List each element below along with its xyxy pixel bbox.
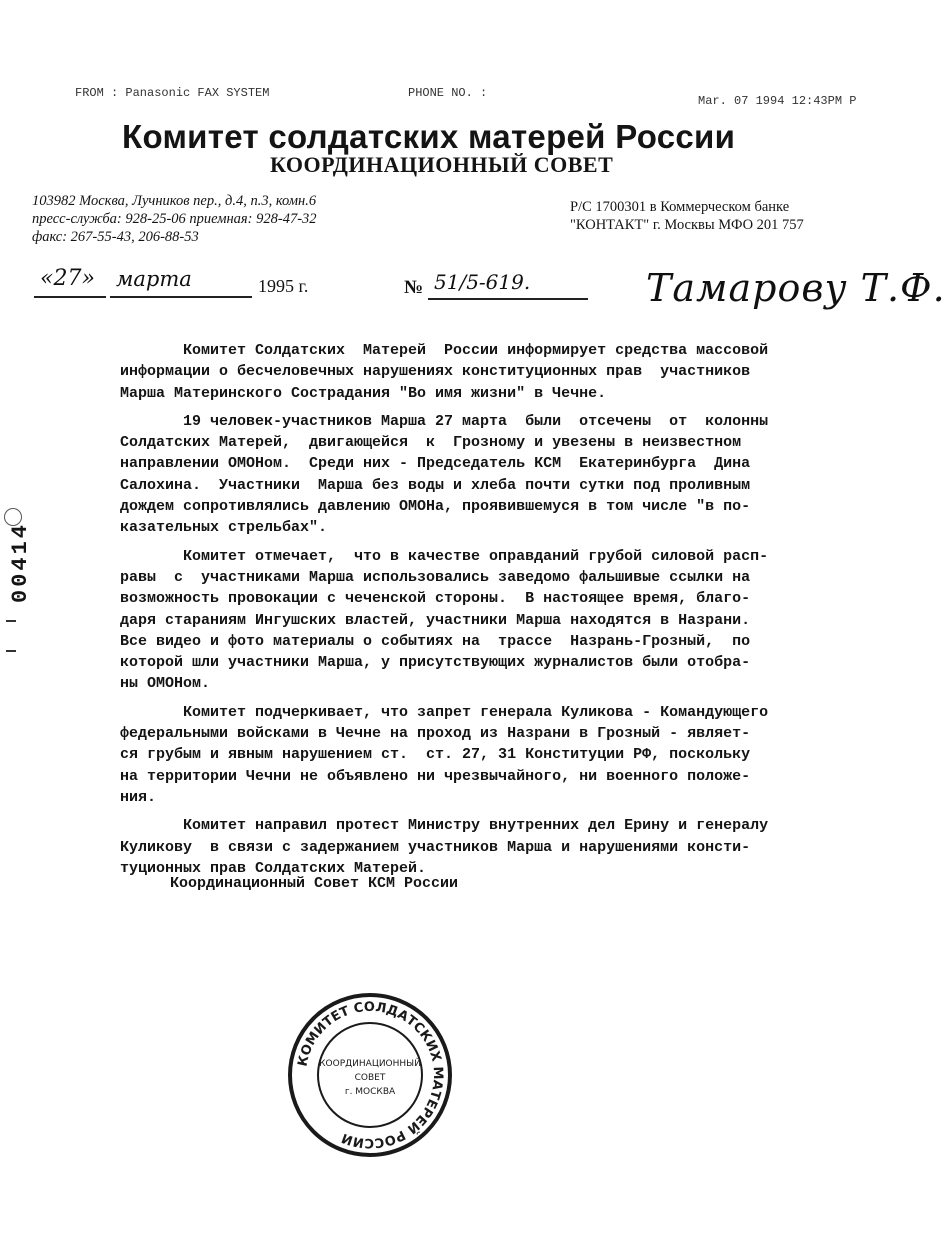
fax-date: Mar. 07 1994 12:43PM P: [698, 94, 857, 108]
sidebar-number: 00414: [8, 521, 33, 603]
registration-number: 51/5-619.: [434, 270, 531, 294]
org-council: КООРДИНАЦИОННЫЙ СОВЕТ: [270, 152, 614, 177]
date-year: 1995 г.: [258, 276, 309, 296]
fax-from: FROM : Panasonic FAX SYSTEM: [75, 86, 270, 100]
number-label: №: [404, 277, 424, 298]
address-block: [32, 192, 317, 246]
body-paragraph: Комитет подчеркивает, что запрет генерала Куликова - Командующего федеральными войсками в Чечне на проход из Назрани в Грозный - являет- ся грубым и явным нарушением ст. ст. 27, 31 Конституции РФ, поскольку на территории Чечни не объявлено ни чрезвычайного, ни военного положе- ния.: [120, 703, 769, 806]
date-day-underline: [34, 296, 106, 298]
fax-phone: PHONE NO. :: [408, 86, 488, 100]
bank-line: Р/С 1700301 в Коммерческом банке: [570, 199, 790, 215]
seal-inner-line: СОВЕТ: [354, 1073, 386, 1083]
bank-line: "КОНТАКТ" г. Москвы МФО 201 757: [570, 217, 804, 233]
org-name: Комитет солдатских матерей России: [122, 118, 736, 155]
margin-tick: [6, 620, 16, 622]
body-paragraph: Комитет отмечает, что в качестве оправданий грубой силовой расп- равы с участниками Марша использовались заведомо фальшивые ссылки на возможность провокации с чеченской стороны. В настоящее время, благо- даря стараниям Ингушских властей, участники Марша находятся в Назрани. Все видео и фото материалы о событиях на трассе Назрань-Грозный, по которой шли участники Марша, у присутствующих журналистов были отобра- ны ОМОНом.: [120, 547, 769, 693]
body-paragraph: Комитет направил протест Министру внутренних дел Ерину и генералу Куликову в связи с задержанием участников Марша и нарушениями консти- туционных прав Солдатских Матерей.: [120, 817, 769, 877]
number-underline: [428, 298, 588, 300]
address-line: 103982 Москва, Лучников пер., д.4, п.3, комн.6: [32, 193, 317, 209]
address-line: факс: 267-55-43, 206-88-53: [32, 229, 199, 245]
address-line: пресс-служба: 928-25-06 приемная: 928-47-32: [32, 211, 317, 227]
body-paragraph: Комитет Солдатских Матерей России информирует средства массовой информации о бесчеловечных нарушениях конституционных прав участников Марша Материнского Сострадания "Во имя жизни" в Чечне.: [120, 342, 769, 402]
body-paragraph: 19 человек-участников Марша 27 марта были отсечены от колонны Солдатских Матерей, двигающейся к Грозному и увезены в неизвестном направлении ОМОНом. Среди них - Председатель КСМ Екатеринбурга Дина Салохина. Участники Марша без воды и хлеба почти сутки под проливным дождем сопротивлялись давлению ОМОНа, проявившемуся в том числе "в по- казательных стрельбах".: [120, 412, 769, 537]
addressee-handwritten: Тамарову Т.Ф.: [646, 266, 946, 310]
seal-inner-line: КООРДИНАЦИОННЫЙ: [319, 1059, 421, 1069]
date-month-underline: [110, 296, 252, 298]
margin-tick: [6, 650, 16, 652]
signature-line: Координационный Совет КСМ России: [170, 875, 459, 892]
bank-details: [570, 198, 804, 234]
seal-stamp: [285, 990, 455, 1160]
seal-outer-text: КОМИТЕТ СОЛДАТСКИХ МАТЕРЕЙ РОССИИ: [295, 999, 446, 1151]
seal-inner-line: г. МОСКВА: [344, 1087, 396, 1097]
letter-body: [120, 340, 890, 886]
date-month: марта: [116, 267, 192, 291]
date-day: «27»: [40, 266, 95, 291]
